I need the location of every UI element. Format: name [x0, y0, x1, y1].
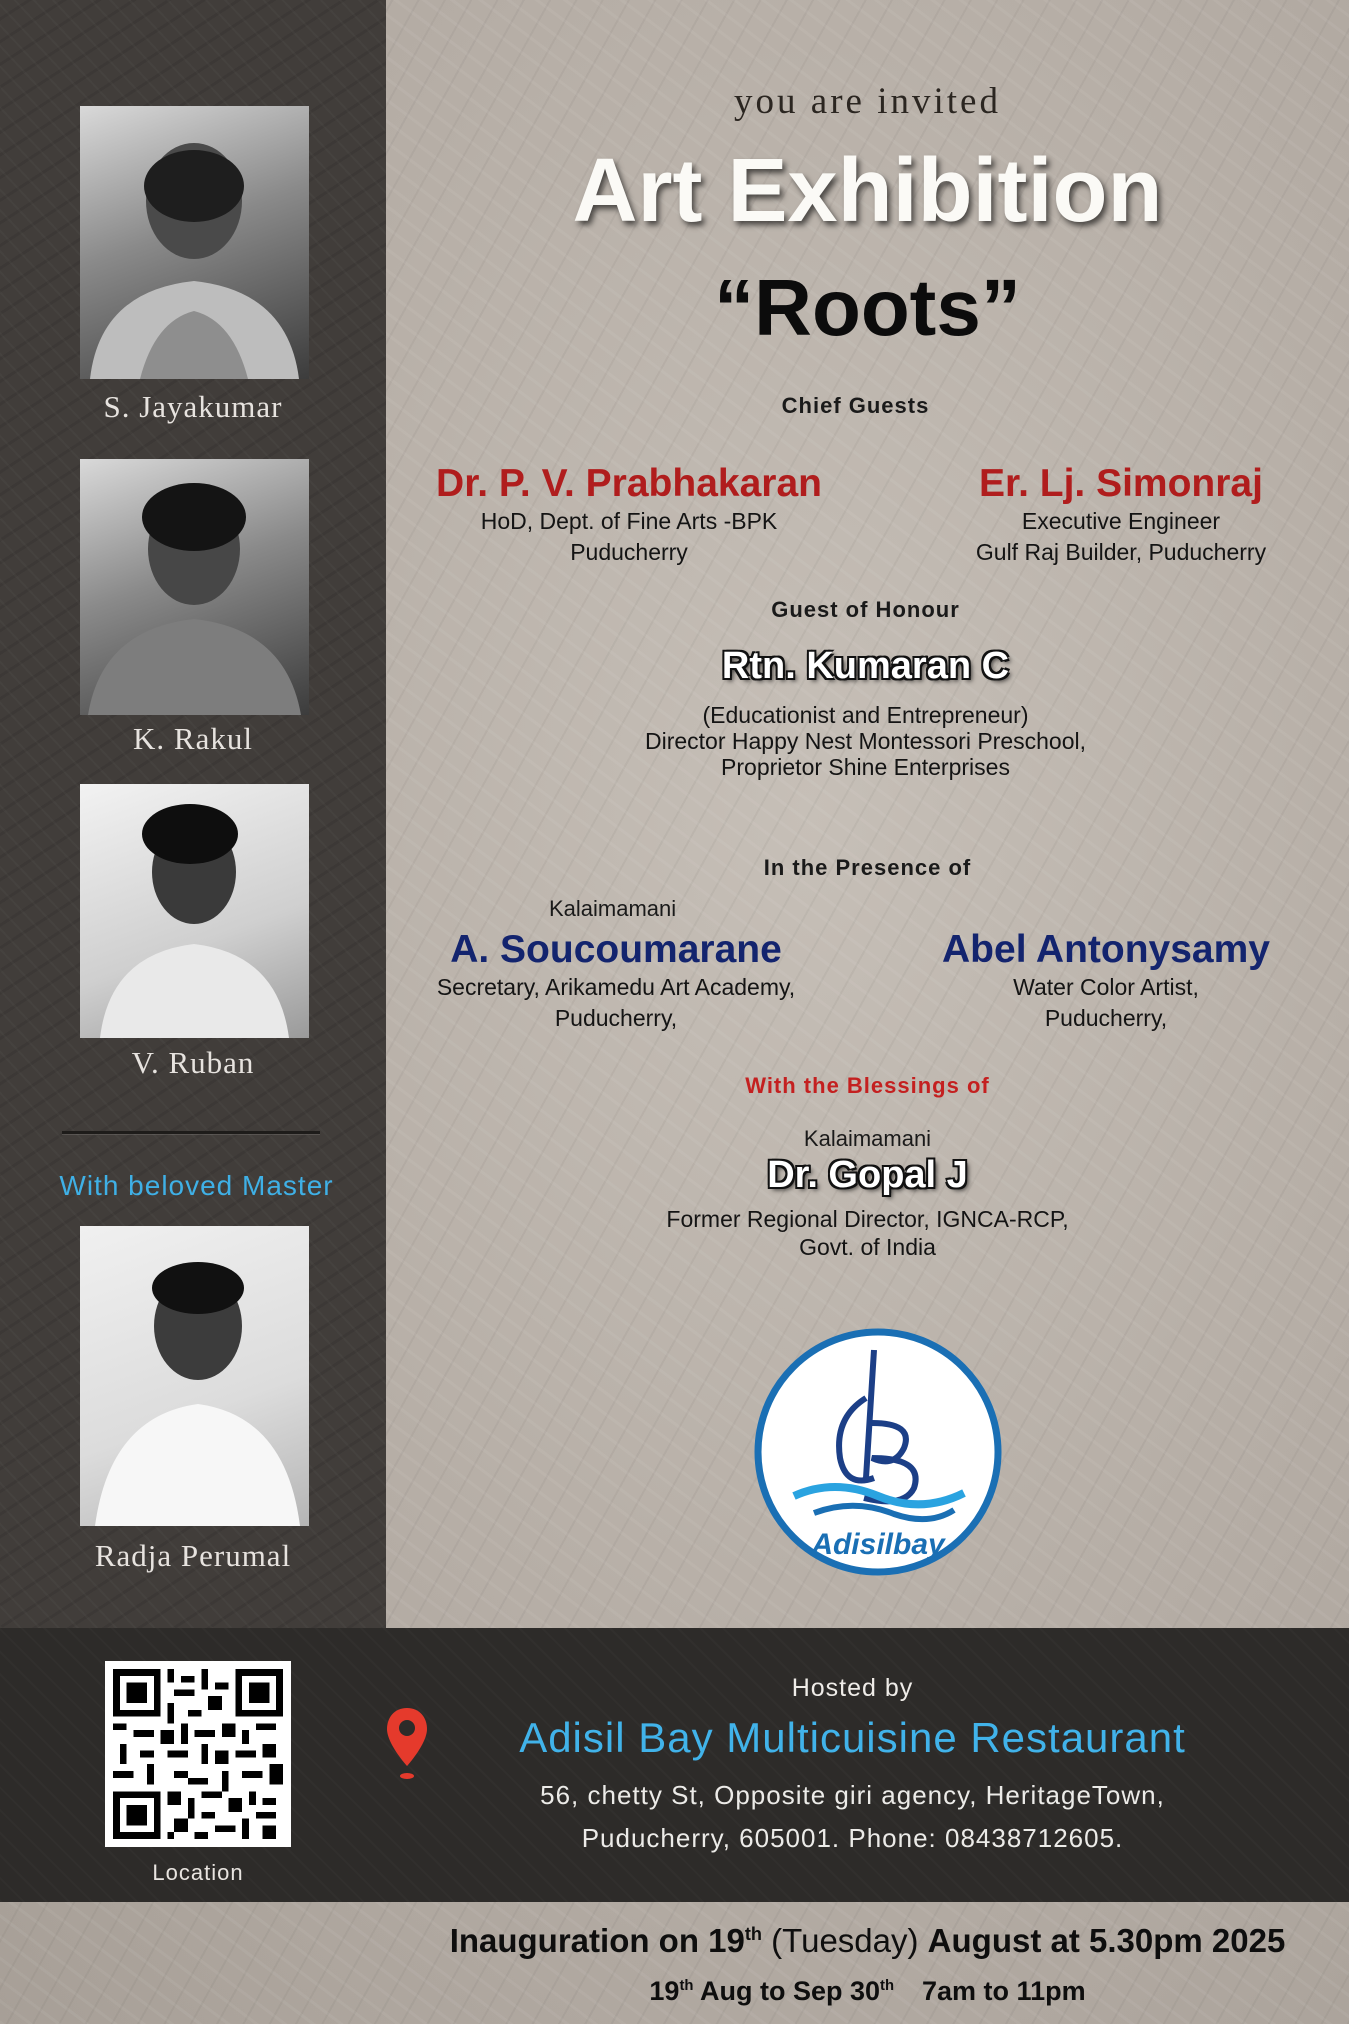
person-silhouette-icon	[80, 784, 309, 1038]
person-silhouette-icon	[80, 1226, 309, 1526]
qr-code-icon	[113, 1669, 283, 1839]
artist-name: V. Ruban	[131, 1045, 255, 1080]
address-line2: Puducherry, 605001. Phone: 08438712605.	[581, 1823, 1124, 1853]
presence-title: Kalaimamani	[549, 896, 677, 921]
chief-guest-name: Er. Lj. Simonraj	[979, 462, 1263, 505]
presence-card	[416, 896, 816, 1034]
chief-guest-line1: HoD, Dept. of Fine Arts -BPK	[480, 508, 778, 534]
invite-line: you are invited	[734, 81, 1001, 122]
restaurant-name: Adisil Bay Multicuisine Restaurant	[519, 1714, 1186, 1761]
person-silhouette-icon	[80, 106, 309, 379]
presence-line2: Puducherry,	[554, 1005, 678, 1031]
master-name: Radja Perumal	[94, 1538, 292, 1573]
location-pin-icon	[384, 1706, 430, 1782]
blessings-line1: Former Regional Director, IGNCA-RCP,	[666, 1206, 1069, 1232]
inauguration-prefix: Inauguration on 19	[449, 1922, 745, 1959]
presence-name: A. Soucoumarane	[450, 928, 782, 971]
artist-photo-ruban	[80, 784, 309, 1038]
artist-name: K. Rakul	[133, 721, 253, 756]
range-start-sup: th	[679, 1978, 694, 1994]
range-end-sup: th	[880, 1978, 895, 1994]
chief-guest-name: Dr. P. V. Prabhakaran	[436, 462, 822, 505]
master-photo	[80, 1226, 309, 1526]
range-mid: Aug to Sep 30	[693, 1976, 880, 2006]
presence-heading: In the Presence of	[763, 855, 972, 880]
blessings-name: Dr. Gopal J	[767, 1154, 968, 1196]
artist-photo-rakul	[80, 459, 309, 715]
opening-hours: 7am to 11pm	[922, 1976, 1086, 2006]
artists-sidebar	[0, 0, 386, 1628]
range-start: 19	[649, 1976, 680, 2006]
presence-name: Abel Antonysamy	[942, 928, 1270, 971]
exhibition-dates	[386, 1976, 1349, 2007]
address-line1: 56, chetty St, Opposite giri agency, HeritageTown,	[540, 1780, 1165, 1810]
chief-guest-card	[426, 462, 832, 568]
chief-guest-line2: Gulf Raj Builder, Puducherry	[975, 539, 1267, 565]
schedule-footer	[386, 1902, 1349, 2024]
guest-of-honour-line2: Director Happy Nest Montessori Preschool,	[645, 728, 1086, 754]
invitation-main	[386, 0, 1349, 1628]
event-subtitle: “Roots”	[714, 263, 1021, 352]
blessings-title: Kalaimamani	[803, 1126, 932, 1151]
guest-of-honour-name: Rtn. Kumaran C	[721, 645, 1010, 687]
blessings-heading: With the Blessings of	[745, 1073, 990, 1098]
master-heading: With beloved Master	[59, 1170, 334, 1201]
inauguration-day: (Tuesday)	[762, 1922, 928, 1959]
chief-guests-heading: Chief Guests	[781, 393, 930, 418]
qr-label: Location	[152, 1860, 244, 1885]
qr-code[interactable]	[105, 1661, 291, 1847]
adisilbay-logo-icon	[754, 1328, 1002, 1576]
inauguration-sup: th	[744, 1924, 762, 1944]
hosted-by-label: Hosted by	[791, 1674, 914, 1702]
inauguration-line	[386, 1922, 1349, 1960]
restaurant-address	[486, 1774, 1219, 1860]
inauguration-suffix: August at 5.30pm 2025	[927, 1922, 1286, 1959]
blessings-line2: Govt. of India	[799, 1234, 936, 1260]
chief-guest-line2: Puducherry	[570, 539, 688, 565]
presence-line1: Secretary, Arikamedu Art Academy,	[436, 974, 796, 1000]
logo-text: Adisilbay	[811, 1528, 945, 1561]
adisilbay-logo	[754, 1328, 1002, 1576]
presence-line2: Puducherry,	[1044, 1005, 1168, 1031]
artist-photo-jayakumar	[80, 106, 309, 379]
chief-guest-line1: Executive Engineer	[1021, 508, 1221, 534]
presence-line1: Water Color Artist,	[1013, 974, 1199, 1000]
host-band	[0, 1628, 1349, 1902]
person-silhouette-icon	[80, 459, 309, 715]
chief-guest-card	[946, 462, 1296, 568]
event-title: Art Exhibition	[572, 141, 1163, 241]
sidebar-divider	[62, 1131, 320, 1134]
guest-of-honour-heading: Guest of Honour	[771, 597, 960, 622]
presence-card	[906, 928, 1306, 1034]
guest-of-honour-line3: Proprietor Shine Enterprises	[721, 754, 1010, 780]
artist-name: S. Jayakumar	[103, 389, 283, 424]
guest-of-honour-line1: (Educationist and Entrepreneur)	[702, 702, 1029, 728]
